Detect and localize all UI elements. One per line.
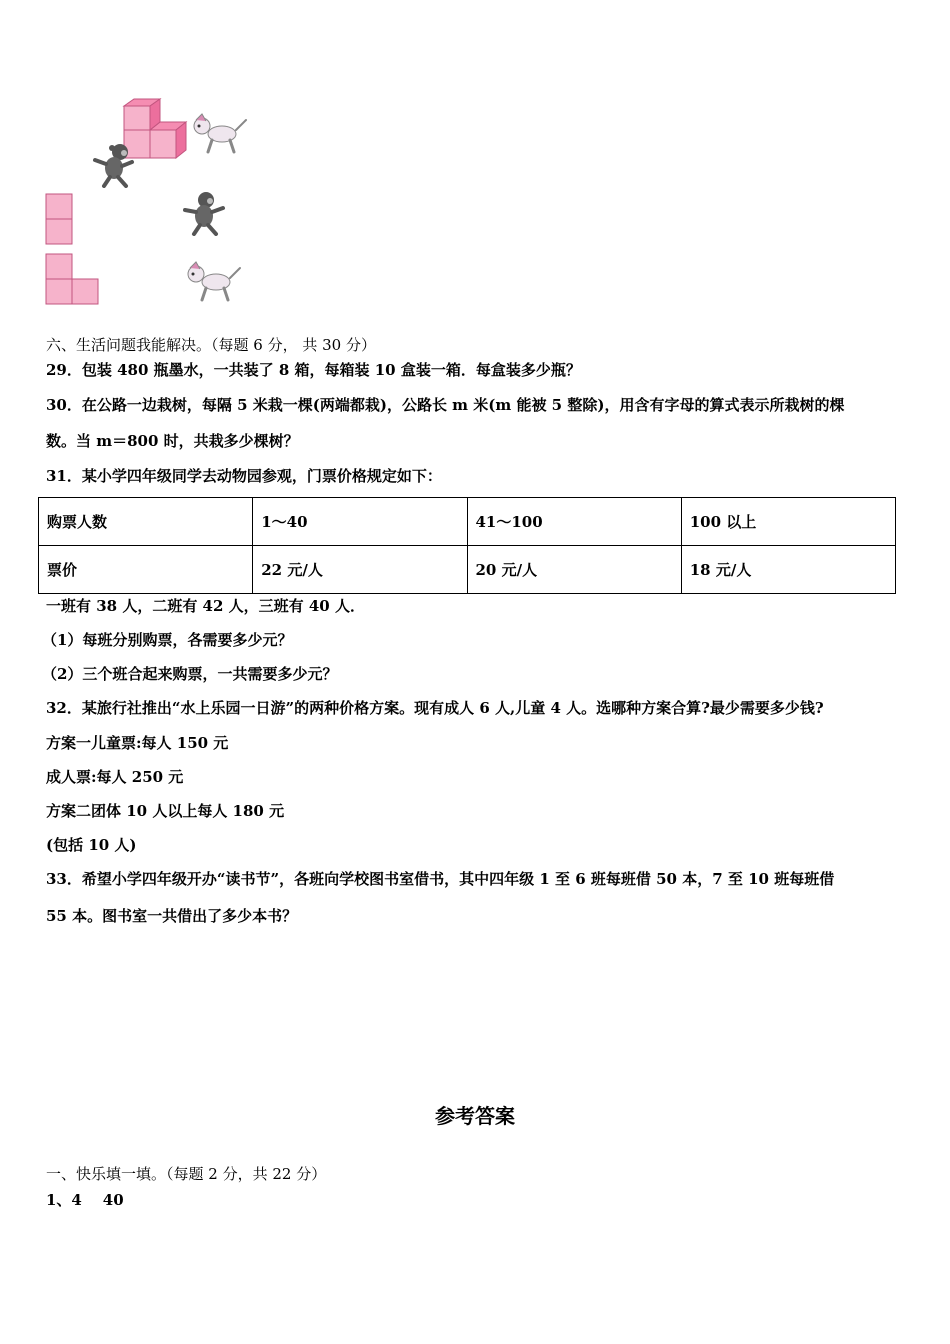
table-cell: 100 以上 — [681, 498, 895, 546]
table-cell: 1～40 — [253, 498, 467, 546]
question-31-info: 一班有 38 人，二班有 42 人，三班有 40 人． — [46, 597, 365, 615]
table-cell: 18 元/人 — [681, 546, 895, 594]
monkey-icon — [92, 142, 136, 188]
table-cell: 票价 — [39, 546, 253, 594]
answers-section-1: 一、快乐填一填。（每题 2 分，共 22 分） — [46, 1165, 327, 1183]
table-row — [39, 498, 896, 546]
ticket-price-table — [38, 497, 896, 594]
question-32-plan-2-note: (包括 10 人) — [46, 836, 137, 854]
question-30-line-1: 30．在公路一边栽树，每隔 5 米栽一棵(两端都栽)，公路长 m 米(m 能被 5 整除)，用含有字母的算式表示所栽树的棵 — [46, 396, 845, 414]
table-cell: 22 元/人 — [253, 546, 467, 594]
dog-icon — [188, 112, 250, 156]
table-row — [39, 546, 896, 594]
question-29: 29．包装 480 瓶墨水，一共装了 8 箱，每箱装 10 盒装一箱．每盒装多少瓶？ — [46, 361, 581, 379]
table-cell: 20 元/人 — [467, 546, 681, 594]
question-32-plan-2: 方案二团体 10 人以上每人 180 元 — [46, 802, 285, 820]
dog-icon — [182, 260, 244, 304]
question-31: 31．某小学四年级同学去动物园参观，门票价格规定如下： — [46, 467, 442, 485]
question-30-line-2: 数。当 m＝800 时，共栽多少棵树？ — [46, 432, 299, 450]
cube-view-l-shape — [45, 253, 99, 305]
table-cell: 41～100 — [467, 498, 681, 546]
question-31-sub-2: （2）三个班合起来购票，一共需要多少元？ — [42, 665, 338, 683]
question-33-line-1: 33．希望小学四年级开办“读书节”，各班向学校图书室借书，其中四年级 1 至 6 班每班借 50 本，7 至 10 班每班借 — [46, 870, 835, 888]
question-32-plan-1-adult: 成人票:每人 250 元 — [46, 768, 184, 786]
question-32: 32．某旅行社推出“水上乐园一日游”的两种价格方案。现有成人 6 人,儿童 4 人。选哪种方案合算?最少需要多少钱? — [46, 699, 824, 717]
answer-1: 1、4 40 — [46, 1191, 124, 1209]
question-31-sub-1: （1）每班分别购票，各需要多少元？ — [42, 631, 293, 649]
cube-view-two-stacked — [45, 193, 73, 245]
question-32-plan-1-child: 方案一儿童票:每人 150 元 — [46, 734, 229, 752]
section-heading: 六、生活问题我能解决。（每题 6 分， 共 30 分） — [46, 336, 376, 354]
answers-title: 参考答案 — [435, 1104, 515, 1128]
table-cell: 购票人数 — [39, 498, 253, 546]
monkey-icon — [182, 190, 226, 236]
question-33-line-2: 55 本。图书室一共借出了多少本书？ — [46, 907, 298, 925]
